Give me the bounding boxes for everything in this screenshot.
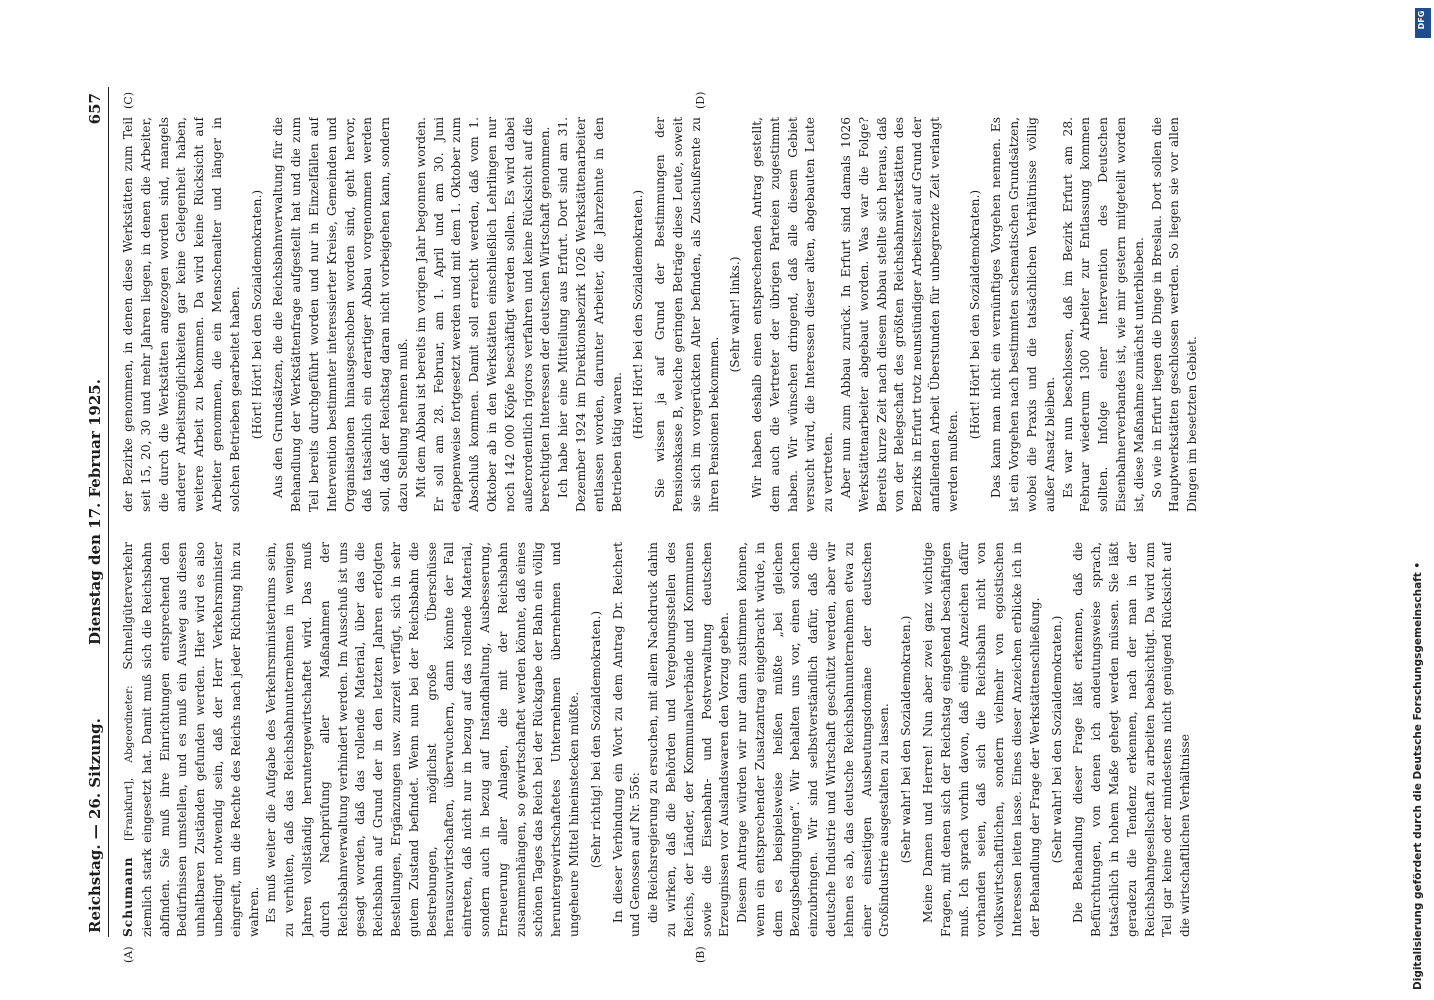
paragraph: Diesem Antrage würden wir nur dann zustimmen können, wenn ein entsprechender Zusatzantrag eingebracht würde, in dem es beispielsweise heißen müßte „bei gleichen Bezugsbedingungen“. Wir behalten uns vor, einen solchen einzubringen. Wir sind selbstverständlich dafür, daß die deutsche Industrie und Wirtschaft geschützt werden, aber wir lehnen es ab, das deutsche Reichsbahnunternehmen etwa zu einer einseitigen Ausbeutungsdomäne der deutschen Großindustrie ausgestalten zu lassen. bbox=[735, 542, 892, 937]
header-session: Reichstag. — 26. Sitzung. bbox=[86, 718, 104, 933]
paragraph: In dieser Verbindung ein Wort zu dem Antrag Dr. Reichert und Genossen auf Nr. 556: bbox=[610, 542, 643, 937]
paragraph: Wir haben deshalb einen entsprechenden Antrag gestellt, dem auch die Vertreter der übrigen Parteien zugestimmt haben. Wir wünschen dringend, daß alle diesem Gebiet versucht wird, die Interessen dieser alten, abgebauten Leute zu vertreten. bbox=[750, 117, 836, 512]
paragraph: Es war nun beschlossen, daß im Bezirk Erfurt am 28. Februar wiederum 1300 Arbeiter zur Entlassung kommen sollten. Infolge einer Intervention des Deutschen Eisenbahnerverbandes ist, wie mir gestern mitgeteilt worden ist, diese Maßnahme zunächst unterblieben. bbox=[1060, 117, 1146, 512]
interjection: (Hört! Hört! bei den Sozialdemokraten.) bbox=[631, 189, 646, 440]
page-header bbox=[82, 87, 110, 937]
margin-marker-b: (B) bbox=[694, 946, 707, 963]
quoted-motion: die Reichsregierung zu ersuchen, mit allem Nachdruck dahin zu wirken, daß die Behörden und Vergebungsstellen des Reichs, der Länder, der Kommunalverbände und Kommunen sowie die Eisenbahn- und Postverwaltung deutschen Erzeugnissen vor Auslandswaren den Vorzug geben. bbox=[646, 542, 732, 937]
margin-marker-c: (C) bbox=[122, 92, 135, 109]
paragraph: Das kann man nicht ein vernünftiges Vorgehen nennen. Es ist ein Vorgehen nach bestimmten schematischen Grundsätzen, wobei die Praxis und die tatsächlichen Verhältnisse völlig außer Ansatz bleiben. bbox=[989, 117, 1057, 512]
header-date: Dienstag den 17. Februar 1925. bbox=[86, 379, 104, 645]
paragraph-text: Schnellgüterverkehr ziemlich stark eingesetzt hat. Damit muß sich die Reichsbahn abfinden. Sie muß ihre Einrichtungen entsprechend den Bedürfnissen umstellen, und es muß ein Ausweg aus diesen unhaltbaren Zuständen gefunden werden. Hier wird es also unbedingt notwendig sein, daß der Herr Verkehrsminister eingreift, um die Rechte des Reichs nach jeder Richtung hin zu wahren. bbox=[121, 542, 261, 937]
interjection: (Sehr wahr! bei den Sozialdemokraten.) bbox=[899, 615, 914, 864]
header-rule bbox=[108, 87, 109, 937]
interjection: (Sehr richtig! bei den Sozialdemokraten.) bbox=[588, 610, 603, 869]
left-column bbox=[120, 542, 1280, 937]
dfg-logo-text: DFG bbox=[1417, 10, 1426, 30]
paragraph: Sie wissen ja auf Grund der Bestimmungen der Pensionskasse B, welche geringen Beträge diese Leute, soweit sie sich im vorgerückten Alter befinden, als Zuschußrente zu ihren Pensionen bekommen. bbox=[653, 117, 721, 512]
interjection: (Sehr wahr! links.) bbox=[728, 256, 743, 373]
dfg-logo bbox=[1415, 8, 1431, 38]
page-number: 657 bbox=[86, 93, 104, 125]
paragraph: So wie in Erfurt liegen die Dinge in Breslau. Dort sollen die Hauptwerkstätten geschlossen werden. So liegen sie vor allen Dingen im besetzten Gebiet. bbox=[1149, 117, 1200, 512]
paragraph: Es muß weiter die Aufgabe des Verkehrsministeriums sein, zu verhüten, daß das Reichsbahnunternehmen in wenigen Jahren vollständig heruntergewirtschaftet wird. Das muß durch Nachprüfung aller Maßnahmen der Reichsbahnverwaltung verhindert werden. Im Ausschuß ist uns gesagt worden, daß das rollende Material, über das die Reichsbahn auf Grund der in den letzten Jahren erfolgten Bestellungen, Ergänzungen usw. zurzeit verfügt, sich in sehr gutem Zustand befindet. Wenn nun bei der Reichsbahn die Bestrebungen, möglichst große Überschüsse herauszuwirtschaften, überwuchern, dann könnte der Fall eintreten, daß nicht nur in bezug auf das rollende Material, sondern auch in bezug auf Instandhaltung, Ausbesserung, Erneuerung aller Anlagen, die mit der Reichsbahn zusammenhängen, so gewirtschaftet werden könnte, daß eines schönen Tages das Reich bei der Rückgabe der Bahn ein völlig heruntergewirtschaftetes Unternehmen übernehmen und ungeheure Mittel hineinstecken müßte. bbox=[264, 542, 581, 937]
interjection: (Hört! Hört! bei den Sozialdemokraten.) bbox=[967, 189, 982, 440]
interjection: (Sehr wahr! bei den Sozialdemokraten.) bbox=[1049, 615, 1064, 864]
speaker-name: Schumann bbox=[121, 856, 135, 937]
interjection: (Hört! Hört! bei den Sozialdemokraten.) bbox=[249, 189, 264, 440]
rotated-page-content bbox=[82, 87, 1312, 963]
paragraph: Mit dem Abbau ist bereits im vorigen Jahr begonnen worden. Er soll am 28. Februar, am 1. April und am 30. Juni etappenweise fortgesetzt werden und mit dem 1. Oktober zum Abschluß kommen. Damit soll erreicht werden, daß vom 1. Oktober ab in den Werkstätten einschließlich Lehrlingen nur noch 142 000 Köpfe beschäftigt werden sollen. Es wird dabei außerordentlich rigoros verfahren und keine Rücksicht auf die berechtigten Interessen der deutschen Wirtschaft genommen. bbox=[413, 117, 553, 512]
margin-marker-d: (D) bbox=[694, 91, 707, 109]
paragraph: Aus den Grundsätzen, die die Reichsbahnverwaltung für die Behandlung der Werkstättenfrage aufgestellt hat und die zum Teil bereits durchgeführt worden und nur in Einzelfällen auf Intervention bestimmter interessierter Kreise, Gemeinden und Organisationen hinausgeschoben worden sind, geht hervor, daß tatsächlich ein derartiger Abbau vorgenommen werden soll, daß der Reichstag daran nicht vorbeigehen kann, sondern dazu Stellung nehmen muß. bbox=[271, 117, 410, 512]
margin-marker-a: (A) bbox=[122, 946, 135, 963]
paragraph: Ich habe hier eine Mitteilung aus Erfurt. Dort sind am 31. Dezember 1924 im Direktionsbezirk 1026 Werkstättenarbeiter entlassen worden, darunter Arbeiter, die Jahrzehnte in den Betrieben tätig waren. bbox=[556, 117, 624, 512]
paragraph: der Bezirke genommen, in denen diese Werkstätten zum Teil seit 15, 20, 30 und mehr Jahren liegen, in denen die Arbeiter, die durch die Werkstätten angezogen worden sind, mangels anderer Arbeitsmöglichkeiten gar keine Gelegenheit haben, weitere Arbeit zu bekommen. Da wird keine Rücksicht auf Arbeiter genommen, die ein Menschenalter und länger in solchen Betrieben gearbeitet haben. bbox=[121, 117, 242, 512]
paragraph: Die Behandlung dieser Frage läßt erkennen, daß die Befürchtungen, von denen ich andeutungsweise sprach, tatsächlich in hohem Maße gehegt werden müssen. Sie läßt geradezu die Tendenz erkennen, nach der man in der Reichsbahngesellschaft zu arbeiten beabsichtigt. Da wird zum Teil gar keine oder mindestens nicht genügend Rücksicht auf die wirtschaftlichen Verhältnisse bbox=[1071, 542, 1193, 937]
right-column bbox=[120, 117, 1280, 512]
paragraph: Meine Damen und Herren! Nun aber zwei ganz wichtige Fragen, mit denen sich der Reichstag eingehend beschäftigen muß. Ich sprach vorhin davon, daß einige Anzeichen dafür vorhanden seien, daß sich die Reichsbahn nicht von volkswirtschaftlichen, sondern vielmehr von egoistischen Interessen leiten lasse. Eines dieser Anzeichen erblicke ich in der Behandlung der Frage der Werkstättenschließung. bbox=[921, 542, 1042, 937]
digitization-credit: Digitalisierung gefördert durch die Deutsche Forschungsgemeinschaft • bbox=[1412, 561, 1424, 990]
paragraph: Aber nun zum Abbau zurück. In Erfurt sind damals 1026 Werkstättenarbeiter abgebaut worden. Was war die Folge? Bereits kurze Zeit nach diesem Abbau stellte sich heraus, daß von der Belegschaft des größten Reichsbahnwerkstätten des Bezirks in Erfurt trotz neunstündiger Arbeitszeit auf Grund der anfallenden Arbeit Überstunden für unbegrenzte Zeit verlangt werden mußten. bbox=[839, 117, 960, 512]
paragraph bbox=[120, 542, 263, 937]
speaker-note: [Frankfurt], Abgeordneter: bbox=[123, 685, 135, 841]
